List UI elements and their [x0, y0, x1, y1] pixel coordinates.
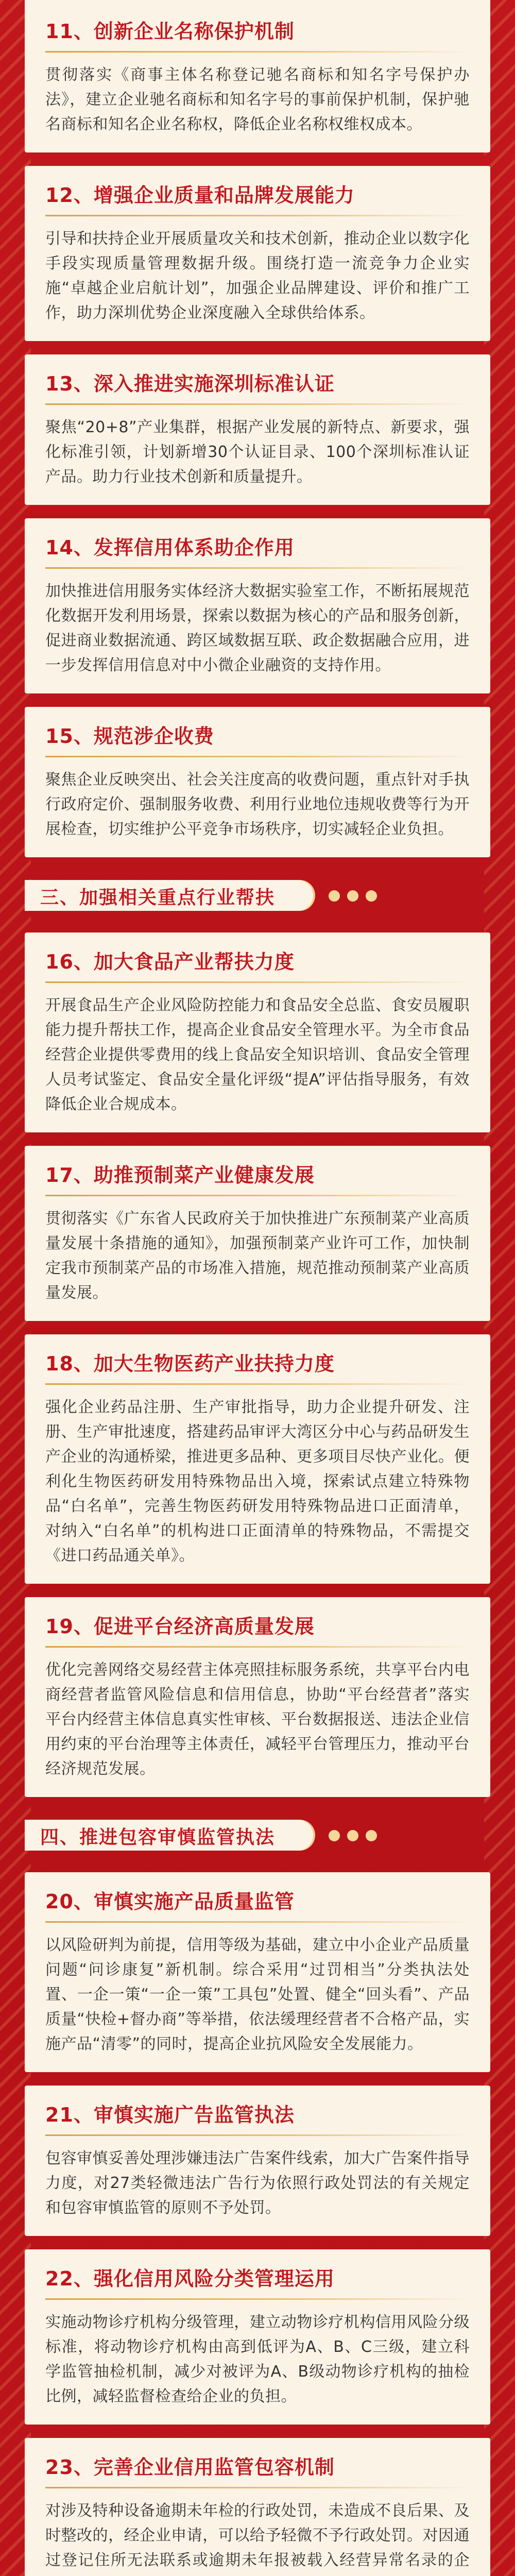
item-title: 14、发挥信用体系助企作用	[45, 536, 295, 559]
section-banner-3	[25, 871, 490, 917]
item-body: 贯彻落实《商事主体名称登记驰名商标和知名字号保护办法》，建立企业驰名商标和知名字号的事前保护机制，保护驰名商标和知名企业名称权，降低企业名称权维权成本。	[45, 66, 470, 133]
item-title: 19、促进平台经济高质量发展	[45, 1615, 315, 1638]
item-body: 优化完善网络交易经营主体亮照挂标服务系统，共享平台内电商经营者监管风险信息和信用信息，协助“平台经营者”落实平台内经营主体信息真实性审核、平台数据报送、违法企业信用约束的平台治理等主体责任，减轻平台管理压力，推动平台经济规范发展。	[45, 1661, 470, 1778]
item-body: 聚焦“20+8”产业集群，根据产业发展的新特点、新要求，强化标准引领，计划新增30个认证目录、100个深圳标准认证产品。助力行业技术创新和质量提升。	[45, 418, 470, 486]
item-body: 对涉及特种设备逾期未年检的行政处罚，未造成不良后果、及时整改的，经企业申请，可以给予轻微不予行政处罚。对因通过登记住所无法联系或逾期未年报被载入经营异常名录的企	[45, 2502, 470, 2569]
title-divider	[45, 756, 470, 757]
item-body: 以风险研判为前提，信用等级为基础，建立中小企业产品质量问题“问诊康复”新机制。综合采用“过罚相当”分类执法处置、一企一策“一企一策”工具包”处置、健全“回头看”、产品质量“快检+督办商”等举措，依法缓理经营者不合格产品，实施产品“清零”的同时，提高企业抗风险安全发展能力。	[45, 1936, 470, 2053]
title-divider	[45, 215, 470, 216]
banner-dots	[329, 1830, 377, 1841]
item-body: 实施动物诊疗机构分级管理，建立动物诊疗机构信用风险分级标准，将动物诊疗机构由高到低评为A、B、C三级，建立科学监管抽检机制，减少对被评为A、B级动物诊疗机构的抽检比例，减轻监督检查给企业的负担。	[45, 2313, 470, 2405]
item-body: 聚焦企业反映突出、社会关注度高的收费问题，重点针对手执行政府定价、强制服务收费、利用行业地位违规收费等行为开展检查，切实维护公平竞争市场秩序，切实减轻企业负担。	[45, 771, 470, 838]
item-title: 13、深入推进实施深圳标准认证	[45, 372, 335, 395]
item-card-13	[25, 354, 490, 505]
title-divider	[45, 2298, 470, 2300]
title-divider	[45, 567, 470, 569]
title-divider	[45, 1195, 470, 1196]
item-body: 贯彻落实《广东省人民政府关于加快推进广东预制菜产业高质量发展十条措施的通知》，加强预制菜产业许可工作，加快制定我市预制菜产品的市场准入措施，规范推动预制菜产业高质量发展。	[45, 1210, 470, 1302]
item-card-22	[25, 2249, 490, 2425]
item-card-12	[25, 166, 490, 341]
title-divider	[45, 403, 470, 405]
title-divider	[45, 981, 470, 983]
section-title: 三、加强相关重点行业帮扶	[40, 887, 276, 908]
item-card-17	[25, 1146, 490, 1321]
item-card-14	[25, 518, 490, 693]
title-divider	[45, 2487, 470, 2488]
item-body: 包容审慎妥善处理涉嫌违法广告案件线索，加大广告案件指导力度，对27类轻微违法广告行为依照行政处罚法的有关规定和包容审慎监管的原则不予处罚。	[45, 2149, 470, 2217]
item-body: 开展食品生产企业风险防控能力和食品安全总监、食安员履职能力提升帮扶工作，提高企业食品安全管理水平。为全市食品经营企业提供零费用的线上食品安全知识培训、食品安全管理人员考试鉴定、食品安全量化评级“提A”评估指导服务，有效降低企业合规成本。	[45, 996, 470, 1113]
item-title: 21、审慎实施广告监管执法	[45, 2104, 295, 2126]
item-card-15	[25, 707, 490, 857]
item-title: 18、加大生物医药产业扶持力度	[45, 1352, 335, 1375]
title-divider	[45, 51, 470, 53]
banner-dots	[329, 890, 377, 902]
section-title: 四、推进包容审慎监管执法	[40, 1827, 276, 1848]
title-divider	[45, 1383, 470, 1385]
main-content	[25, 0, 490, 2576]
item-card-20	[25, 1872, 490, 2072]
item-card-23	[25, 2438, 490, 2576]
item-title: 12、增强企业质量和品牌发展能力	[45, 184, 355, 207]
item-body: 引导和扶持企业开展质量攻关和技术创新，推动企业以数字化手段实现质量管理数据升级。围绕打造一流竞争力企业实施“卓越企业启航计划”，加强企业品牌建设、评价和推广工作，助力深圳优势企业深度融入全球供给体系。	[45, 230, 470, 322]
item-title: 22、强化信用风险分类管理运用	[45, 2267, 335, 2290]
item-title: 11、创新企业名称保护机制	[45, 20, 295, 43]
item-title: 23、完善企业信用监管包容机制	[45, 2456, 335, 2479]
item-card-16	[25, 933, 490, 1132]
item-title: 16、加大食品产业帮扶力度	[45, 951, 295, 973]
item-card-18	[25, 1334, 490, 1584]
item-title: 15、规范涉企收费	[45, 725, 214, 748]
item-card-21	[25, 2086, 490, 2236]
item-title: 20、审慎实施产品质量监管	[45, 1890, 295, 1913]
title-divider	[45, 2134, 470, 2136]
item-body: 加快推进信用服务实体经济大数据实验室工作，不断拓展规范化数据开发利用场景，探索以数据为核心的产品和服务创新，促进商业数据流通、跨区域数据互联、政企数据融合应用，进一步发挥信用信息对中小微企业融资的支持作用。	[45, 582, 470, 674]
section-banner-4	[25, 1810, 490, 1857]
item-body: 强化企业药品注册、生产审批指导，助力企业提升研发、注册、生产审批速度，搭建药品审评大湾区分中心与药品研发生产企业的沟通桥梁，推进更多品种、更多项目尽快产业化。便利化生物医药研发用特殊物品出入境，探索试点建立特殊物品“白名单”，完善生物医药研发用特殊物品进口正面清单，对纳入“白名单”的机构进口正面清单的特殊物品，不需提交《进口药品通关单》。	[45, 1398, 470, 1565]
item-title: 17、助推预制菜产业健康发展	[45, 1164, 315, 1187]
title-divider	[45, 1646, 470, 1648]
item-card-11	[25, 0, 490, 152]
item-card-19	[25, 1597, 490, 1797]
title-divider	[45, 1921, 470, 1923]
